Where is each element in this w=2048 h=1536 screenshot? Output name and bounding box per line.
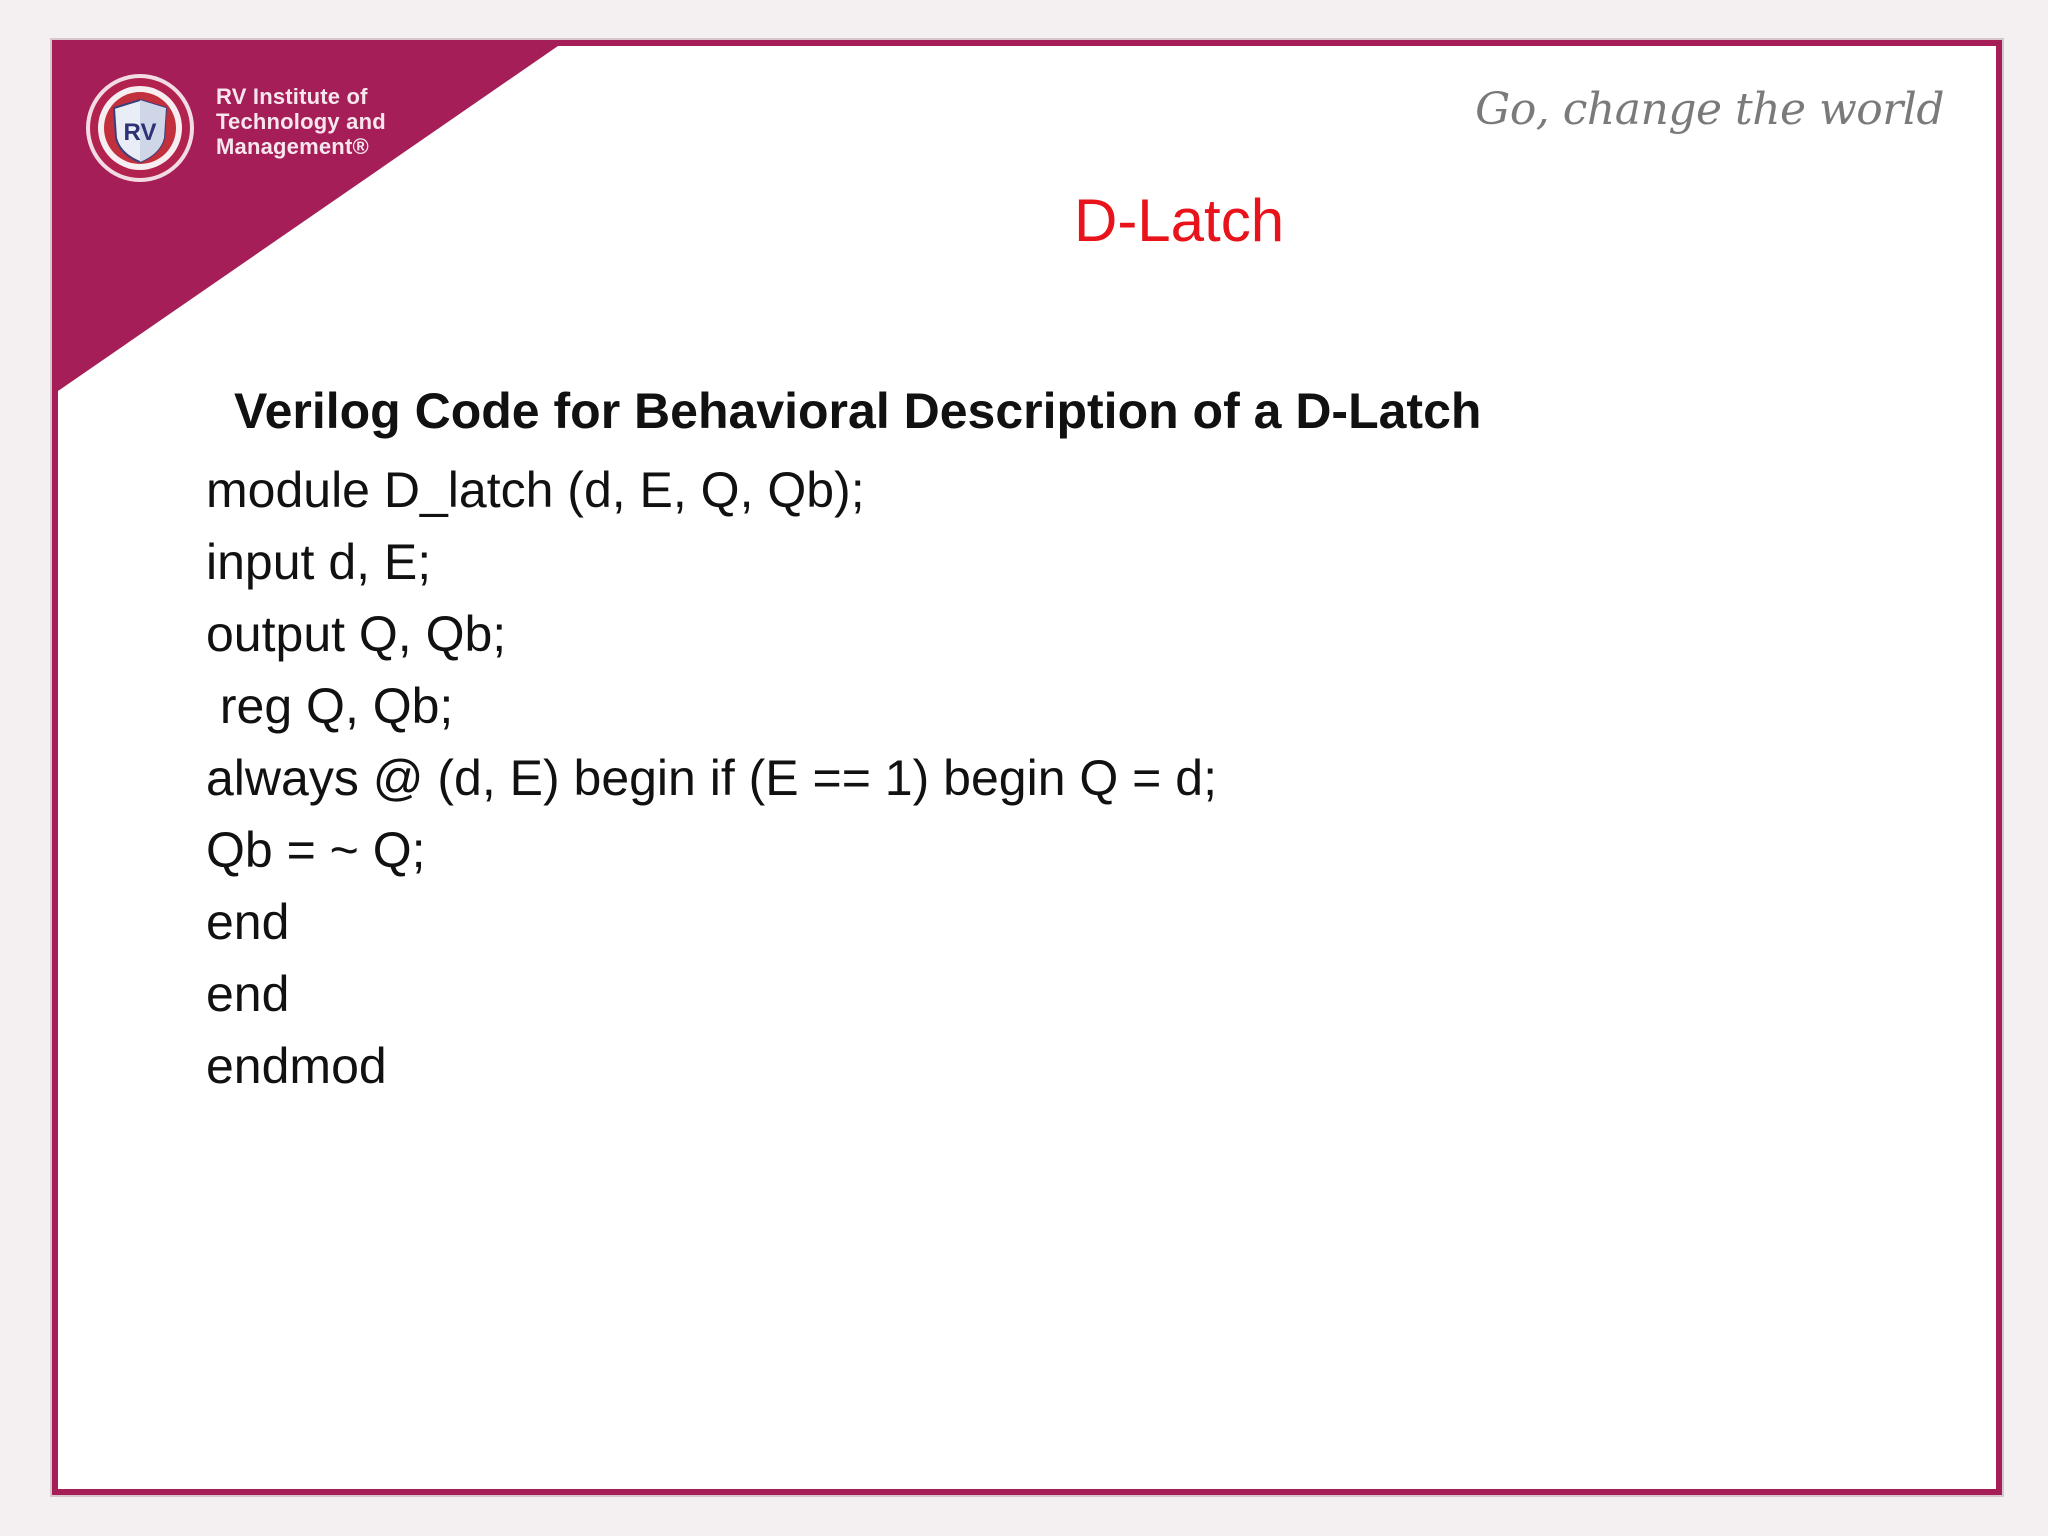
code-line: Qb = ~ Q; — [206, 822, 426, 878]
institution-line: RV Institute of — [216, 84, 368, 109]
institution-line: Management® — [216, 134, 369, 159]
slide — [52, 40, 2002, 1495]
code-line: endmod — [206, 1038, 387, 1094]
code-line: always @ (d, E) begin if (E == 1) begin Q = d; — [206, 750, 1217, 806]
code-line: output Q, Qb; — [206, 606, 507, 662]
code-line: reg Q, Qb; — [206, 678, 454, 734]
code-line: end — [206, 894, 290, 950]
institution-name — [216, 84, 456, 159]
code-listing — [206, 454, 1217, 1102]
logo-text: RV — [123, 119, 157, 146]
tagline: Go, change the world — [1475, 84, 1944, 135]
code-line: input d, E; — [206, 534, 432, 590]
slide-title: D-Latch — [1074, 187, 1285, 254]
slide-subtitle: Verilog Code for Behavioral Description of a D-Latch — [234, 383, 1482, 439]
institution-line: Technology and — [216, 109, 386, 134]
code-line: module D_latch (d, E, Q, Qb); — [206, 462, 865, 518]
code-line: end — [206, 966, 290, 1022]
institute-logo-icon — [84, 72, 196, 184]
